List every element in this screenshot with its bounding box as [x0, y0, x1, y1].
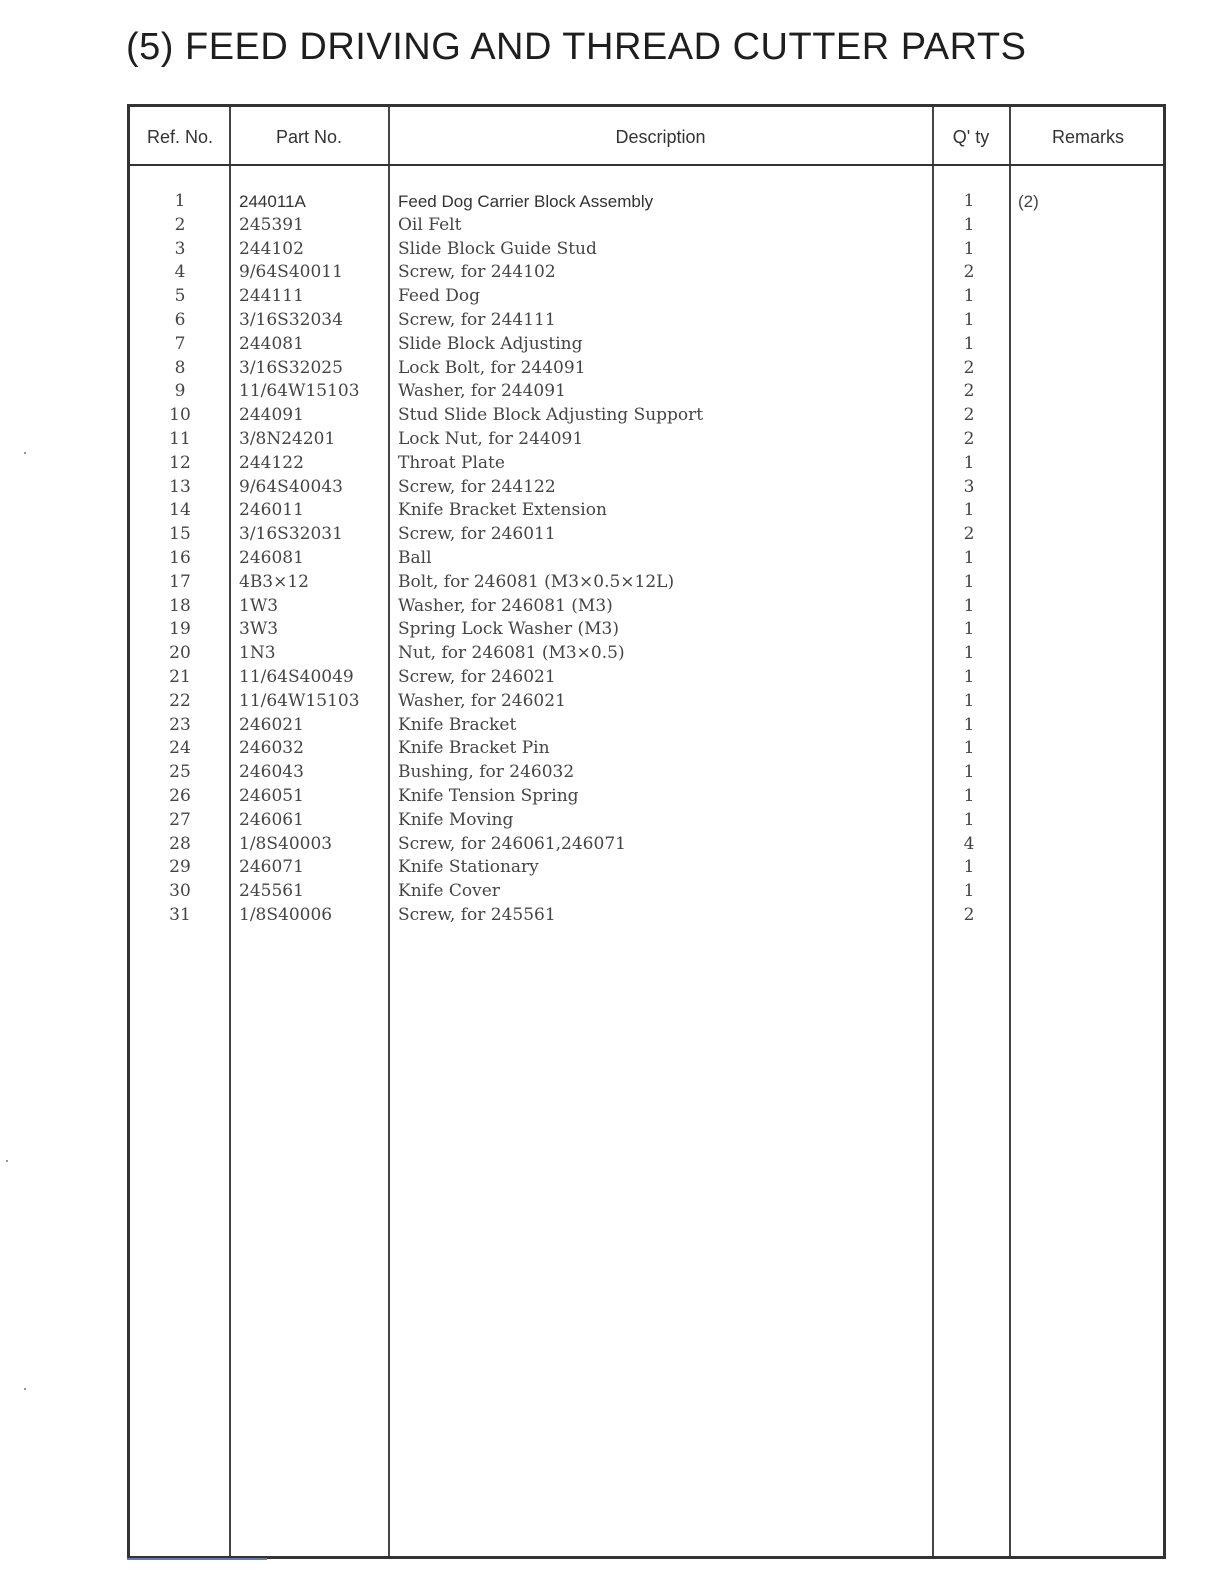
qty-cell: 2	[963, 262, 975, 283]
table-row	[130, 333, 1163, 357]
table-row	[130, 833, 1163, 857]
table-row	[130, 380, 1163, 404]
part-no-cell: 246061	[239, 809, 304, 830]
table-row	[130, 357, 1163, 381]
part-no-cell: 244081	[239, 333, 304, 354]
qty-cell: 1	[963, 571, 975, 592]
description-cell: Spring Lock Washer (M3)	[398, 619, 619, 640]
qty-cell: 1	[963, 666, 975, 687]
table-row	[130, 428, 1163, 452]
ref-no-cell: 31	[169, 904, 191, 925]
ref-no-cell: 9	[174, 381, 186, 402]
qty-cell: 2	[963, 357, 975, 378]
qty-cell: 1	[963, 714, 975, 735]
part-no-cell: 245391	[239, 214, 304, 235]
qty-cell: 1	[963, 809, 975, 830]
ref-no-cell: 14	[169, 500, 191, 521]
ref-no-cell: 24	[169, 738, 191, 759]
description-cell: Throat Plate	[398, 452, 505, 473]
table-row	[130, 285, 1163, 309]
part-no-cell: 3W3	[239, 619, 279, 640]
table-row	[130, 499, 1163, 523]
description-cell: Washer, for 246081 (M3)	[398, 595, 613, 616]
ref-no-cell: 7	[174, 333, 186, 354]
header-description: Description	[615, 127, 706, 147]
qty-cell: 1	[963, 238, 975, 259]
part-no-cell: 3/16S32034	[239, 309, 343, 330]
ref-no-cell: 12	[169, 452, 191, 473]
description-cell: Screw, for 246021	[398, 666, 556, 687]
description-cell: Slide Block Guide Stud	[398, 238, 597, 259]
table-row	[130, 690, 1163, 714]
table-row	[130, 761, 1163, 785]
table-row	[130, 904, 1163, 928]
ref-no-cell: 29	[169, 857, 191, 878]
scan-speck	[24, 1388, 26, 1390]
description-cell: Knife Cover	[398, 881, 500, 902]
ref-no-cell: 6	[174, 309, 186, 330]
part-no-cell: 246081	[239, 547, 304, 568]
ref-no-cell: 22	[169, 690, 191, 711]
part-no-cell: 1W3	[239, 595, 279, 616]
description-cell: Lock Bolt, for 244091	[398, 357, 586, 378]
part-no-cell: 1N3	[239, 643, 276, 664]
description-cell: Bushing, for 246032	[398, 762, 575, 783]
description-cell: Oil Felt	[398, 214, 462, 235]
ref-no-cell: 8	[174, 357, 186, 378]
header-ref-no: Ref. No.	[146, 127, 214, 147]
table-row	[130, 190, 1163, 214]
qty-cell: 1	[963, 191, 975, 211]
part-no-cell: 244102	[239, 238, 304, 259]
ref-no-cell: 16	[169, 547, 191, 568]
qty-cell: 1	[963, 881, 975, 902]
part-no-cell: 1/8S40006	[239, 904, 333, 925]
table-row	[130, 809, 1163, 833]
table-row	[130, 666, 1163, 690]
description-cell: Nut, for 246081 (M3×0.5)	[398, 643, 625, 664]
qty-cell: 2	[963, 428, 975, 449]
ref-no-cell: 5	[174, 286, 186, 307]
part-no-cell: 11/64W15103	[239, 381, 360, 402]
part-no-cell: 246043	[239, 762, 304, 783]
description-cell: Stud Slide Block Adjusting Support	[398, 405, 704, 426]
description-cell: Screw, for 244102	[398, 262, 556, 283]
qty-cell: 1	[963, 333, 975, 354]
description-cell: Knife Moving	[398, 809, 514, 830]
ref-no-cell: 21	[169, 666, 191, 687]
qty-cell: 1	[963, 643, 975, 664]
description-cell: Screw, for 246061,246071	[398, 833, 626, 854]
part-no-cell: 3/16S32025	[239, 357, 343, 378]
table-row	[130, 309, 1163, 333]
qty-cell: 4	[963, 833, 975, 854]
description-cell: Knife Bracket Extension	[398, 500, 607, 521]
ref-no-cell: 18	[169, 595, 191, 616]
table-row	[130, 714, 1163, 738]
header-part-no: Part No.	[275, 127, 343, 147]
ref-no-cell: 1	[174, 191, 186, 211]
ref-no-cell: 28	[169, 833, 191, 854]
table-row	[130, 880, 1163, 904]
description-cell: Knife Bracket	[398, 714, 517, 735]
qty-cell: 1	[963, 785, 975, 806]
qty-cell: 1	[963, 857, 975, 878]
remarks-cell: (2)	[1018, 192, 1039, 211]
part-no-cell: 246032	[239, 738, 304, 759]
part-no-cell: 246011	[239, 500, 304, 521]
header-qty: Q' ty	[952, 127, 990, 147]
description-cell: Screw, for 245561	[398, 904, 556, 925]
scan-speck	[24, 452, 26, 454]
part-no-cell: 244091	[239, 405, 304, 426]
qty-cell: 1	[963, 547, 975, 568]
qty-cell: 1	[963, 286, 975, 307]
ref-no-cell: 10	[169, 405, 191, 426]
table-row	[130, 261, 1163, 285]
description-cell: Feed Dog	[398, 286, 481, 307]
description-cell: Slide Block Adjusting	[398, 333, 583, 354]
part-no-cell: 9/64S40011	[239, 262, 343, 283]
ref-no-cell: 17	[169, 571, 191, 592]
scan-edge-line	[127, 1558, 267, 1560]
table-row	[130, 737, 1163, 761]
ref-no-cell: 19	[169, 619, 191, 640]
qty-cell: 1	[963, 619, 975, 640]
description-cell: Screw, for 244122	[398, 476, 556, 497]
ref-no-cell: 30	[169, 881, 191, 902]
qty-cell: 1	[963, 595, 975, 616]
qty-cell: 1	[963, 452, 975, 473]
qty-cell: 1	[963, 214, 975, 235]
qty-cell: 2	[963, 381, 975, 402]
description-cell: Bolt, for 246081 (M3×0.5×12L)	[398, 571, 675, 592]
part-no-cell: 3/16S32031	[239, 524, 343, 545]
qty-cell: 2	[963, 405, 975, 426]
part-no-cell: 11/64S40049	[239, 666, 354, 687]
ref-no-cell: 26	[169, 785, 191, 806]
table-body	[130, 190, 1163, 928]
qty-cell: 1	[963, 762, 975, 783]
table-row	[130, 452, 1163, 476]
part-no-cell: 9/64S40043	[239, 476, 343, 497]
table-row	[130, 571, 1163, 595]
qty-cell: 2	[963, 524, 975, 545]
part-no-cell: 246021	[239, 714, 304, 735]
table-row	[130, 523, 1163, 547]
description-cell: Screw, for 244111	[398, 309, 556, 330]
part-no-cell: 11/64W15103	[239, 690, 360, 711]
part-no-cell: 246051	[239, 785, 304, 806]
ref-no-cell: 27	[169, 809, 191, 830]
table-row	[130, 404, 1163, 428]
ref-no-cell: 20	[169, 643, 191, 664]
parts-table	[127, 104, 1166, 1559]
description-cell: Knife Stationary	[398, 857, 539, 878]
part-no-cell: 244111	[239, 286, 304, 307]
ref-no-cell: 4	[174, 262, 186, 283]
qty-cell: 2	[963, 904, 975, 925]
table-row	[130, 856, 1163, 880]
part-no-cell: 1/8S40003	[239, 833, 333, 854]
description-cell: Washer, for 244091	[398, 381, 566, 402]
part-no-cell: 244011A	[239, 192, 306, 211]
ref-no-cell: 3	[174, 238, 186, 259]
table-row	[130, 595, 1163, 619]
table-row	[130, 618, 1163, 642]
description-cell: Screw, for 246011	[398, 524, 556, 545]
part-no-cell: 244122	[239, 452, 304, 473]
ref-no-cell: 13	[169, 476, 191, 497]
description-cell: Lock Nut, for 244091	[398, 428, 584, 449]
table-row	[130, 785, 1163, 809]
description-cell: Ball	[398, 547, 432, 568]
part-no-cell: 3/8N24201	[239, 428, 336, 449]
description-cell: Washer, for 246021	[398, 690, 566, 711]
qty-cell: 1	[963, 738, 975, 759]
table-row	[130, 214, 1163, 238]
table-row	[130, 642, 1163, 666]
qty-cell: 1	[963, 500, 975, 521]
description-cell: Knife Tension Spring	[398, 785, 579, 806]
description-cell: Knife Bracket Pin	[398, 738, 550, 759]
header-divider	[130, 164, 1163, 166]
ref-no-cell: 25	[169, 762, 191, 783]
ref-no-cell: 11	[169, 428, 191, 449]
qty-cell: 1	[963, 309, 975, 330]
part-no-cell: 4B3×12	[239, 571, 310, 592]
qty-cell: 3	[963, 476, 975, 497]
ref-no-cell: 2	[174, 214, 186, 235]
table-row	[130, 238, 1163, 262]
header-remarks: Remarks	[1051, 127, 1124, 147]
table-row	[130, 476, 1163, 500]
qty-cell: 1	[963, 690, 975, 711]
description-cell: Feed Dog Carrier Block Assembly	[398, 192, 654, 211]
page-title: (5) FEED DRIVING AND THREAD CUTTER PARTS	[126, 26, 1027, 68]
part-no-cell: 246071	[239, 857, 304, 878]
ref-no-cell: 23	[169, 714, 191, 735]
scan-speck	[6, 1160, 8, 1162]
part-no-cell: 245561	[239, 881, 304, 902]
table-row	[130, 547, 1163, 571]
ref-no-cell: 15	[169, 524, 191, 545]
